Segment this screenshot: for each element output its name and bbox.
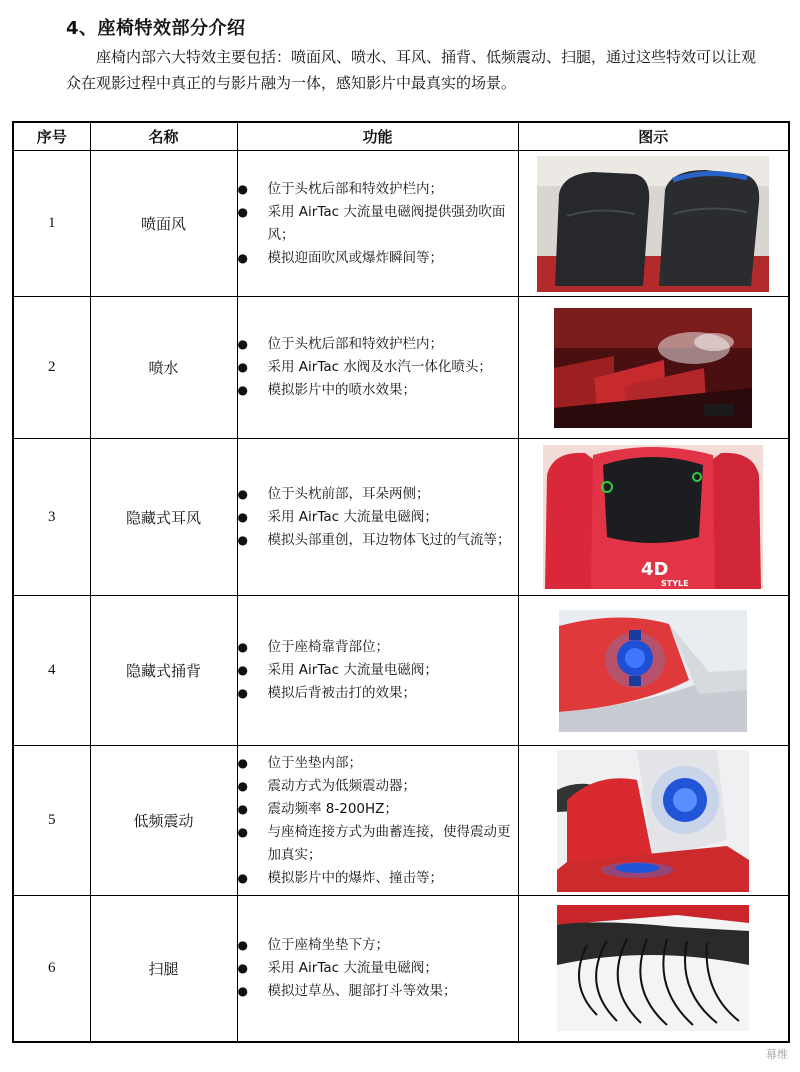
feature-item: ● 位于坐垫内部； [238,752,518,775]
row-features [237,596,518,746]
row-name: 扫腿 [90,896,237,1042]
vibration-seat-diagram [557,750,749,892]
row-features [237,439,518,596]
row-features [237,297,518,439]
feature-item: ● 位于座椅坐垫下方； [238,934,518,957]
ear-wind-headrest-photo [543,445,763,589]
feature-item: ● 采用 AirTac 大流量电磁阀； [238,957,518,980]
face-wind-seat-photo [537,156,769,292]
section-heading: 4、座椅特效部分介绍 [66,18,246,39]
row-name: 隐藏式耳风 [90,439,237,596]
feature-item: ● 采用 AirTac 水阀及水汽一体化喷头； [238,356,518,379]
table-header-row [13,122,789,151]
feature-item: ● 模拟影片中的爆炸、撞击等； [238,867,518,890]
header-index: 序号 [13,122,90,151]
feature-item: ● 采用 AirTac 大流量电磁阀提供强劲吹面风； [238,201,518,247]
row-features [237,746,518,896]
feature-item: ● 采用 AirTac 大流量电磁阀； [238,506,518,529]
feature-item: ● 采用 AirTac 大流量电磁阀； [238,659,518,682]
row-index: 5 [13,746,90,896]
table-row [13,746,789,896]
feature-item: ● 与座椅连接方式为曲蓄连接，使得震动更加真实； [238,821,518,867]
header-illustration: 图示 [518,122,789,151]
feature-item: ● 震动方式为低频震动器； [238,775,518,798]
feature-item: ● 位于头枕前部，耳朵两侧； [238,483,518,506]
table-row [13,896,789,1042]
row-illustration [518,896,789,1042]
row-features [237,896,518,1042]
row-name: 喷面风 [90,151,237,297]
feature-item: ● 位于头枕后部和特效护栏内； [238,178,518,201]
row-name: 隐藏式捅背 [90,596,237,746]
table-row [13,297,789,439]
intro-text: 座椅内部六大特效主要包括：喷面风、喷水、耳风、捅背、低频震动、扫腿，通过这些特效可以让观众在观影过程中真正的与影片融为一体，感知影片中最真实的场景。 [66,48,757,92]
header-function: 功能 [237,122,518,151]
row-index: 6 [13,896,90,1042]
feature-item: ● 模拟迎面吹风或爆炸瞬间等； [238,247,518,270]
feature-item: ● 模拟后背被击打的效果； [238,682,518,705]
row-illustration [518,596,789,746]
feature-item: ● 位于头枕后部和特效护栏内； [238,333,518,356]
section-intro [66,44,756,96]
feature-item: ● 位于座椅靠背部位； [238,636,518,659]
row-illustration [518,746,789,896]
effects-table [12,121,790,1043]
feature-item: ● 模拟影片中的喷水效果； [238,379,518,402]
water-spray-seats-photo [554,308,752,428]
back-poke-diagram [559,610,747,732]
row-index: 1 [13,151,90,297]
row-index: 2 [13,297,90,439]
row-illustration [518,151,789,297]
row-index: 3 [13,439,90,596]
watermark: 幕维 [766,1048,788,1061]
feature-item: ● 模拟头部重创，耳边物体飞过的气流等； [238,529,518,552]
row-illustration [518,297,789,439]
seat-logo: 4D [641,559,669,580]
header-name: 名称 [90,122,237,151]
table-row [13,151,789,297]
feature-item: ● 模拟过草丛、腿部打斗等效果； [238,980,518,1003]
table-row [13,596,789,746]
table-row [13,439,789,596]
seat-logo-subtext: STYLE [661,579,689,588]
row-name: 喷水 [90,297,237,439]
row-name: 低频震动 [90,746,237,896]
row-index: 4 [13,596,90,746]
feature-item: ● 震动频率 8-200HZ； [238,798,518,821]
row-illustration [518,439,789,596]
row-features [237,151,518,297]
leg-sweep-photo [557,905,749,1031]
